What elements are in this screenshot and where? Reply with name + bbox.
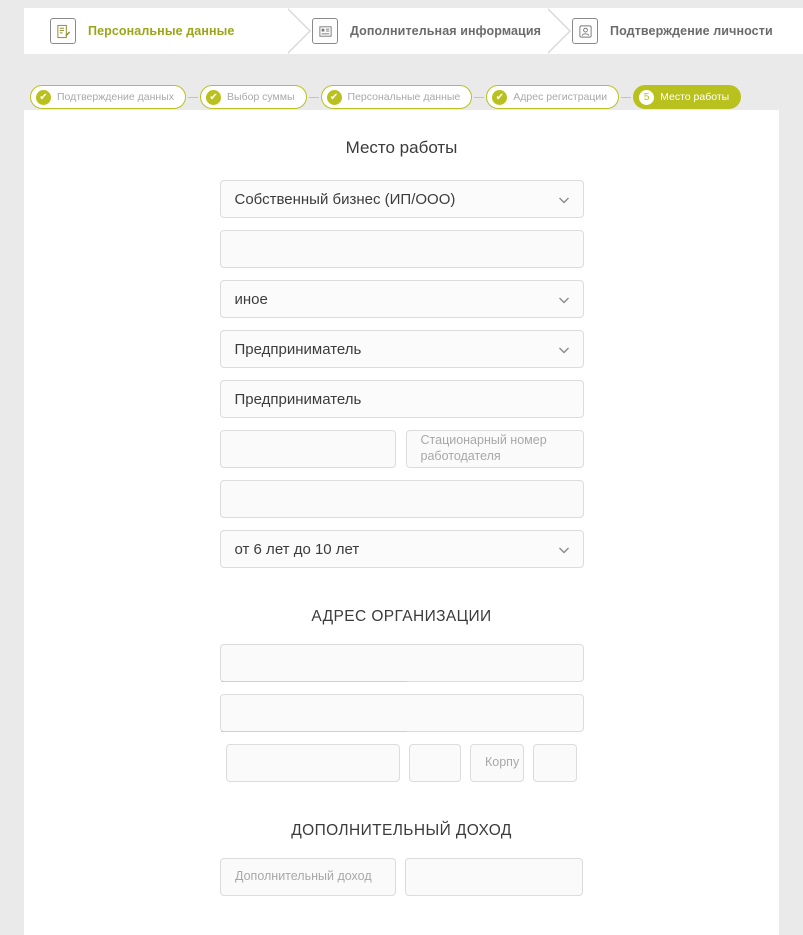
workplace-fields (24, 180, 779, 568)
position-text-input[interactable] (220, 380, 584, 418)
breadcrumb-item-registration-address[interactable] (486, 85, 619, 109)
field-of-activity-value: иное (234, 290, 268, 308)
row-additional-income (24, 858, 779, 896)
row-employer-phone (24, 430, 779, 468)
check-icon: ✔ (206, 90, 221, 105)
row-position-text (24, 380, 779, 418)
income-type-placeholder: Дополнительный доход (235, 869, 372, 884)
position-select-value: Предприниматель (234, 340, 362, 358)
employment-type-select[interactable] (220, 180, 584, 218)
step-number-badge: 5 (639, 90, 654, 105)
row-employment-type (24, 180, 779, 218)
row-position-select (24, 330, 779, 368)
chevron-down-icon (558, 293, 570, 305)
row-extra-field (24, 480, 779, 518)
check-icon: ✔ (492, 90, 507, 105)
autofill-underline (221, 681, 407, 682)
page-title: Место работы (345, 138, 458, 157)
experience-select[interactable] (220, 530, 584, 568)
employment-type-value: Собственный бизнес (ИП/ООО) (234, 190, 456, 208)
organization-address-title: АДРЕС ОРГАНИЗАЦИИ (311, 608, 492, 625)
field-of-activity-select[interactable] (220, 280, 584, 318)
id-card-icon (312, 18, 338, 44)
position-text-value: Предприниматель (234, 390, 362, 408)
row-street (24, 694, 779, 732)
breadcrumb-divider (309, 97, 319, 98)
breadcrumb-label: Адрес регистрации (513, 91, 608, 103)
phone-code-input[interactable] (220, 430, 396, 468)
step-tab-additional-info[interactable] (286, 8, 546, 54)
position-select[interactable] (220, 330, 584, 368)
chevron-down-icon (558, 193, 570, 205)
organization-address-fields (24, 644, 779, 782)
apartment-input[interactable] (533, 744, 577, 782)
house-number-input[interactable] (409, 744, 461, 782)
person-badge-icon (572, 18, 598, 44)
document-pen-icon (50, 18, 76, 44)
breadcrumb-divider (188, 97, 198, 98)
breadcrumb (30, 84, 741, 110)
breadcrumb-label: Персональные данные (347, 91, 461, 103)
row-city (24, 644, 779, 682)
breadcrumb-item-workplace[interactable] (633, 85, 741, 109)
breadcrumb-divider (621, 97, 631, 98)
breadcrumb-item-data-confirmation[interactable] (30, 85, 186, 109)
step-tab-label: Персональные данные (88, 24, 235, 38)
extra-field-input[interactable] (220, 480, 584, 518)
building-placeholder: Корпу (485, 755, 520, 770)
income-type-input[interactable] (220, 858, 396, 896)
autofill-underline (221, 731, 407, 732)
breadcrumb-item-personal-data[interactable] (321, 85, 473, 109)
step-tab-label: Дополнительная информация (350, 24, 542, 38)
check-icon: ✔ (327, 90, 342, 105)
stepper-tabs (24, 8, 803, 54)
step-tab-label: Подтверждение личности (610, 24, 773, 38)
check-icon: ✔ (36, 90, 51, 105)
house-input[interactable] (226, 744, 400, 782)
row-field-of-activity (24, 280, 779, 318)
row-company-name (24, 230, 779, 268)
step-tab-personal-data[interactable] (24, 8, 286, 54)
employer-phone-input[interactable] (406, 430, 584, 468)
company-name-input[interactable] (220, 230, 584, 268)
form-card (24, 110, 779, 935)
step-tab-identity-confirmation[interactable] (546, 8, 803, 54)
city-input[interactable] (220, 644, 584, 682)
breadcrumb-label: Подтверждение данных (57, 91, 175, 103)
employer-phone-placeholder: Стационарный номер работодателя (420, 433, 547, 463)
chevron-down-icon (558, 543, 570, 555)
building-input[interactable] (470, 744, 524, 782)
chevron-down-icon (558, 343, 570, 355)
row-house-building-apartment (24, 744, 779, 782)
breadcrumb-label: Место работы (660, 91, 730, 103)
breadcrumb-divider (474, 97, 484, 98)
experience-value: от 6 лет до 10 лет (234, 540, 360, 558)
street-input[interactable] (220, 694, 584, 732)
row-experience (24, 530, 779, 568)
breadcrumb-label: Выбор суммы (227, 91, 295, 103)
additional-income-title: ДОПОЛНИТЕЛЬНЫЙ ДОХОД (291, 822, 512, 839)
breadcrumb-item-amount-selection[interactable] (200, 85, 307, 109)
income-amount-input[interactable] (405, 858, 583, 896)
